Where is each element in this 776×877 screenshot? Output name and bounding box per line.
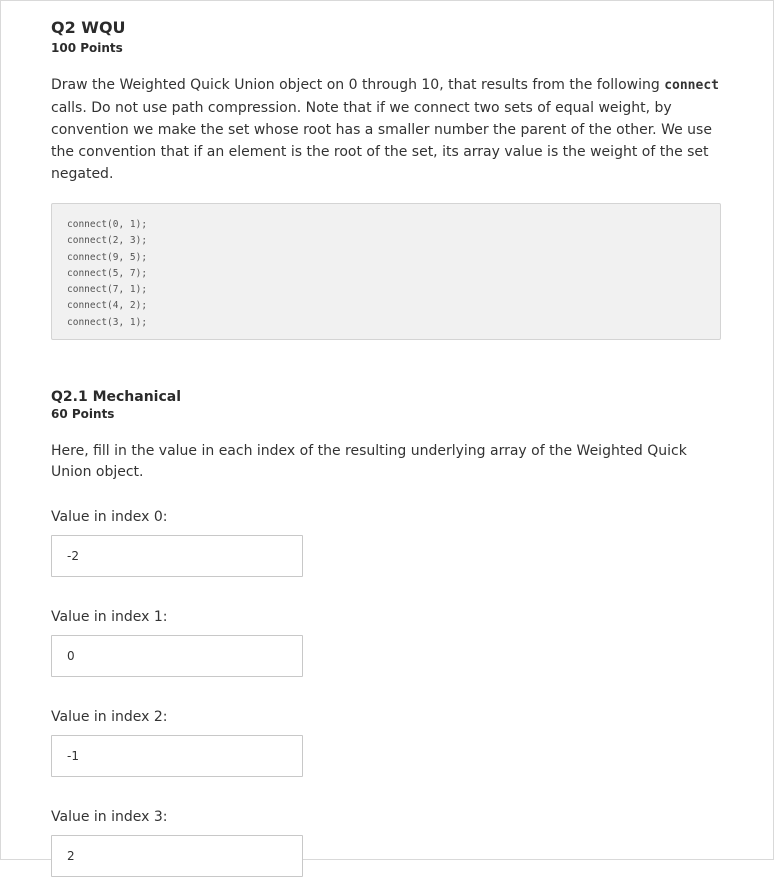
subquestion-prompt: Here, fill in the value in each index of the resulting underlying array of the Weighted Quick Union object.	[51, 443, 687, 480]
code-line: connect(3, 1);	[67, 316, 148, 328]
index-1-input[interactable]	[51, 635, 303, 677]
index-2-input[interactable]	[51, 735, 303, 777]
prompt-inline-code: connect	[664, 78, 719, 93]
index-3-label: Value in index 3:	[51, 809, 168, 825]
prompt-text-after: calls. Do not use path compression. Note that if we connect two sets of equal weight, by convention we make the set whose root has a smaller number the parent of the other. We use the convention that if an element is the root of the set, its array value is the weight of the set negated.	[51, 100, 712, 182]
code-line: connect(0, 1);	[67, 219, 148, 230]
index-0-label: Value in index 0:	[51, 509, 168, 525]
prompt-text-before: Draw the Weighted Quick Union object on 0 through 10, that results from the following	[51, 77, 665, 93]
question-points: 100 Points	[51, 41, 123, 55]
index-2-label: Value in index 2:	[51, 709, 168, 725]
index-0-input[interactable]	[51, 535, 303, 577]
question-title: Q2 WQU	[51, 18, 126, 37]
question-content	[51, 17, 721, 877]
subquestion-title: Q2.1 Mechanical	[51, 389, 182, 405]
code-block	[51, 203, 721, 340]
index-1-label: Value in index 1:	[51, 609, 168, 625]
subquestion-points: 60 Points	[51, 407, 115, 421]
code-line: connect(2, 3);	[67, 235, 148, 247]
code-line: connect(4, 2);	[67, 300, 148, 312]
question-prompt	[51, 74, 721, 185]
index-3-input[interactable]	[51, 835, 303, 877]
code-line: connect(5, 7);	[67, 267, 148, 279]
code-line: connect(7, 1);	[67, 284, 148, 296]
code-line: connect(9, 5);	[67, 251, 148, 263]
